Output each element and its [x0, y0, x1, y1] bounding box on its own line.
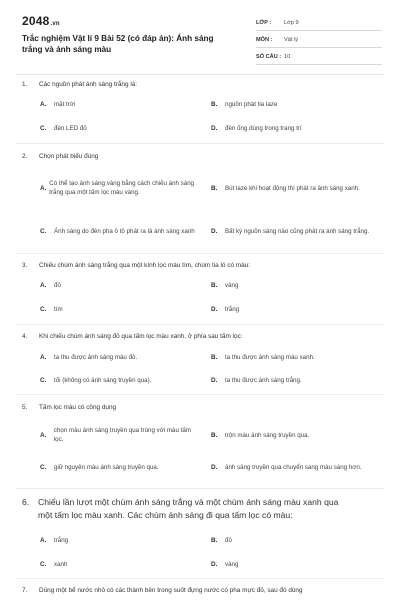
question-text: [22, 586, 303, 595]
question-text: [22, 332, 242, 341]
option-a[interactable]: [40, 281, 190, 290]
question-stem: Chiếu lần lượt một chùm ánh sáng trắng và một chùm ánh sáng màu xanh qua: [38, 497, 339, 507]
question-number: 3.: [22, 262, 28, 269]
option-text: giữ nguyên màu ánh sáng truyền qua.: [54, 463, 159, 471]
option-d[interactable]: [211, 376, 383, 385]
option-text: đỏ: [54, 282, 61, 289]
question-divider: [16, 578, 384, 579]
meta-row-count: [256, 50, 382, 65]
question-text: [22, 261, 250, 270]
option-b[interactable]: [211, 100, 381, 109]
question-number: 1.: [22, 81, 28, 88]
option-text: chọn màu ánh sáng truyền qua trùng với màu tấm lọc.: [53, 427, 191, 443]
option-letter: B.: [211, 184, 218, 192]
meta-row-subject: [256, 33, 382, 48]
option-text: Ánh sáng do đèn pha ô tô phát ra là ánh sáng xanh: [54, 227, 195, 235]
option-d[interactable]: [211, 216, 383, 246]
meta-key: LỚP :: [256, 20, 272, 26]
option-text: tối (không có ánh sáng truyền qua).: [54, 377, 152, 384]
option-letter: A.: [40, 354, 47, 361]
option-text: mặt trời: [54, 101, 76, 108]
question-divider: [16, 143, 384, 144]
option-c[interactable]: [40, 216, 206, 246]
meta-value: 10: [284, 54, 291, 60]
meta-info: [256, 16, 382, 65]
option-text: vàng: [225, 282, 239, 289]
question-stem: Khi chiếu chùm ánh sáng đỏ qua tấm lọc màu xanh, ở phía sau tấm lọc:: [39, 333, 243, 340]
logo-suffix: .vn: [50, 21, 60, 27]
option-letter: B.: [211, 537, 218, 544]
question-number: 4.: [22, 333, 28, 340]
option-text: ta thu được ánh sáng trắng.: [225, 377, 302, 384]
question-text: [22, 496, 372, 521]
option-letter: D.: [211, 125, 218, 132]
option-text: Có thể tạo ánh sáng vàng bằng cách chiếu ánh sáng trắng qua một tấm lọc màu vàng.: [49, 180, 195, 196]
question-stem: Dùng một bể nước nhỏ có các thành bên trong suốt đựng nước có pha mực đỏ, sau đó dùng: [39, 587, 303, 594]
option-d[interactable]: [211, 455, 371, 479]
site-logo[interactable]: [22, 14, 60, 28]
option-c[interactable]: [40, 376, 206, 385]
option-letter: A.: [40, 184, 47, 192]
option-c[interactable]: [40, 560, 190, 569]
question-divider: [16, 253, 384, 254]
question-stem-continued: một tấm lọc màu xanh. Các chùm ánh sáng đi qua tấm lọc có màu:: [38, 509, 293, 520]
option-text: Bút laze khi hoạt động thì phát ra ánh sáng xanh.: [225, 184, 360, 192]
option-d[interactable]: [211, 560, 381, 569]
option-letter: D.: [211, 463, 218, 471]
question-text: [22, 403, 116, 412]
option-text: xanh: [54, 561, 68, 568]
option-letter: D.: [211, 306, 218, 313]
question-divider: [16, 324, 384, 325]
option-text: đỏ: [225, 537, 232, 544]
option-text: nguồn phát tia laze: [225, 101, 278, 108]
option-letter: D.: [211, 227, 218, 235]
option-a[interactable]: [40, 353, 206, 362]
option-c[interactable]: [40, 455, 206, 479]
question-divider: [16, 394, 384, 395]
question-text: [22, 80, 137, 89]
option-letter: B.: [211, 431, 218, 439]
question-number: 7.: [22, 587, 28, 594]
option-text: ánh sáng truyền qua chuyển sang màu sáng hơn.: [225, 463, 362, 471]
meta-key: MÔN :: [256, 37, 273, 43]
question-number: 2.: [22, 153, 28, 160]
option-text: ta thu được ánh sáng màu đỏ.: [54, 354, 138, 361]
option-text: tím: [54, 306, 63, 313]
option-letter: C.: [40, 227, 47, 235]
question-divider: [16, 488, 384, 489]
option-b[interactable]: [211, 536, 381, 545]
option-b[interactable]: [211, 168, 383, 208]
meta-key: SỐ CÂU :: [256, 54, 282, 60]
option-a[interactable]: [40, 536, 190, 545]
option-letter: A.: [40, 282, 47, 289]
option-letter: C.: [40, 377, 47, 384]
meta-value: Lớp 9: [284, 20, 299, 26]
meta-value: Vật lý: [284, 37, 298, 43]
question-number: 6.: [22, 497, 30, 507]
option-letter: B.: [211, 282, 218, 289]
question-stem: Tấm lọc màu có công dụng: [39, 404, 117, 411]
option-letter: A.: [40, 537, 47, 544]
option-letter: B.: [211, 101, 218, 108]
option-letter: B.: [211, 354, 218, 361]
option-c[interactable]: [40, 124, 190, 133]
option-letter: A.: [40, 431, 47, 439]
option-a[interactable]: [40, 168, 206, 208]
option-letter: C.: [40, 561, 47, 568]
option-letter: D.: [211, 561, 218, 568]
question-text: [22, 152, 98, 161]
option-text: trắng: [225, 306, 240, 313]
option-text: đèn LED đỏ: [54, 125, 87, 132]
option-c[interactable]: [40, 305, 190, 314]
header-divider: [16, 74, 384, 75]
option-text: trộn màu ánh sáng truyền qua.: [225, 431, 310, 439]
option-b[interactable]: [211, 353, 383, 362]
option-text: đèn ống dùng trong trang trí: [225, 125, 302, 132]
option-letter: D.: [211, 377, 218, 384]
option-text: Bất kỳ nguồn sáng nào cũng phát ra ánh sáng trắng.: [225, 227, 370, 235]
option-text: trắng: [54, 537, 69, 544]
page-title: Trắc nghiệm Vật lí 9 Bài 52 (có đáp án): Ánh sáng trắng và ánh sáng màu: [22, 34, 214, 54]
option-a[interactable]: [40, 423, 200, 447]
question-stem: Chiếu chùm ánh sáng trắng qua một kính lọc màu tím, chùm tia ló có màu:: [39, 262, 250, 269]
option-text: vàng: [225, 561, 239, 568]
option-letter: A.: [40, 101, 47, 108]
document-header: [0, 0, 400, 78]
option-letter: C.: [40, 463, 47, 471]
option-text: ta thu được ánh sáng màu xanh.: [225, 354, 315, 361]
question-stem: Chọn phát biểu đúng: [39, 153, 99, 160]
option-b[interactable]: [211, 281, 381, 290]
question-number: 5.: [22, 404, 28, 411]
option-letter: C.: [40, 306, 47, 313]
option-d[interactable]: [211, 124, 381, 133]
meta-row-class: [256, 16, 382, 31]
option-a[interactable]: [40, 100, 190, 109]
logo-text: 2048: [22, 14, 50, 28]
option-b[interactable]: [211, 423, 383, 447]
option-letter: C.: [40, 125, 47, 132]
question-stem: Các nguồn phát ánh sáng trắng là:: [39, 81, 138, 88]
option-d[interactable]: [211, 305, 381, 314]
